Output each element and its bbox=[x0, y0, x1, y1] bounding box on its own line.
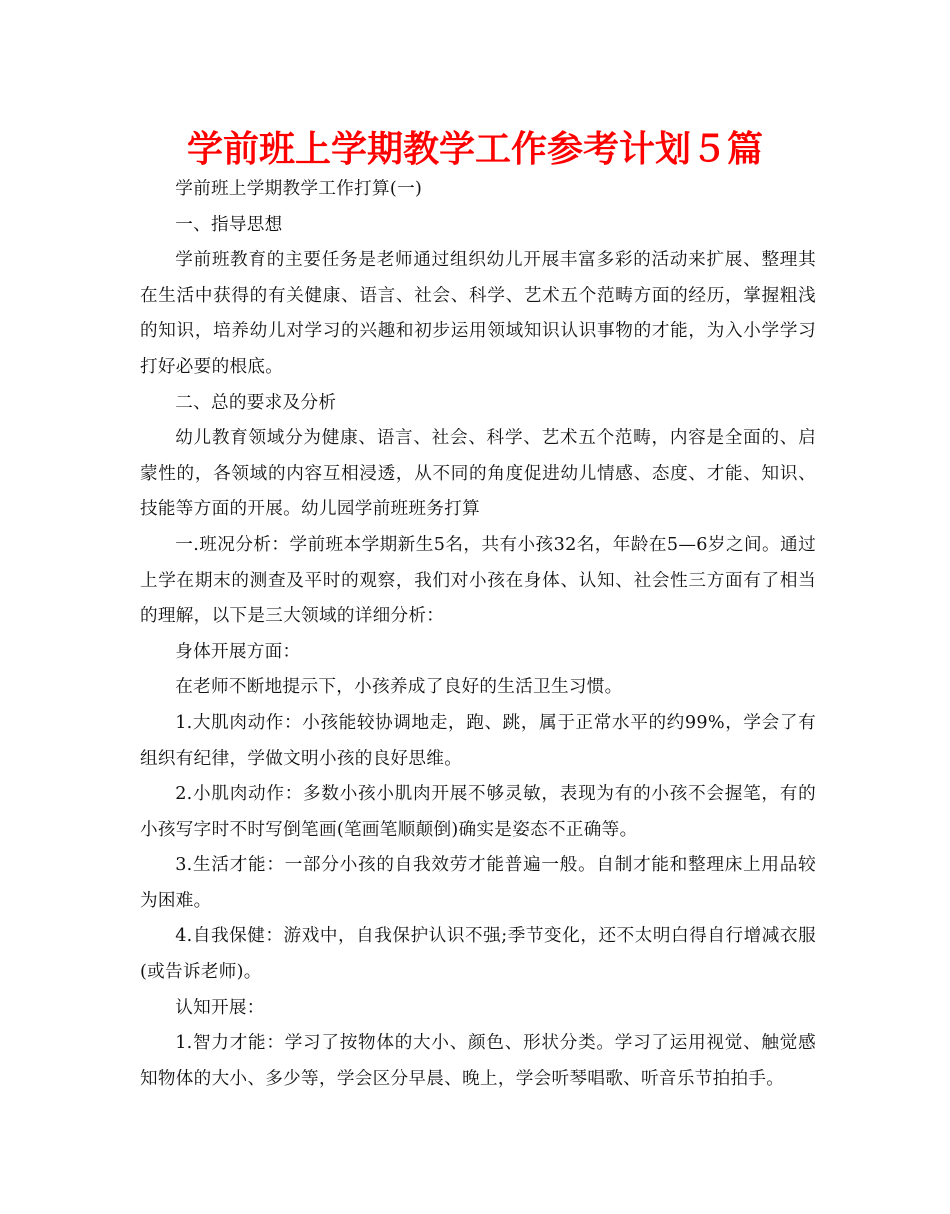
list-item: 4.自我保健：游戏中，自我保护认识不强;季节变化，还不太明白得自行增减衣服(或告诉老师)。 bbox=[140, 926, 816, 983]
list-item: 1.大肌肉动作：小孩能较协调地走，跑、跳，属于正常水平的约99%，学会了有组织有纪律，学做文明小孩的良好思维。 bbox=[140, 712, 816, 769]
document-body bbox=[140, 172, 816, 1097]
list-item: 3.生活才能：一部分小孩的自我效劳才能普遍一般。自制才能和整理床上用品较为困难。 bbox=[140, 855, 816, 911]
heading-guiding-ideas: 一、指导思想 bbox=[175, 214, 283, 235]
paragraph: 幼儿教育领域分为健康、语言、社会、科学、艺术五个范畴，内容是全面的、启蒙性的，各领域的内容互相浸透，从不同的角度促进幼儿情感、态度、才能、知识、技能等方面的开展。幼儿园学前班班务打算 bbox=[140, 428, 816, 520]
heading-requirements: 二、总的要求及分析 bbox=[175, 392, 337, 413]
page-title: 学前班上学期教学工作参考计划５篇 bbox=[186, 129, 763, 170]
paragraph: 学前班教育的主要任务是老师通过组织幼儿开展丰富多彩的活动来扩展、整理其在生活中获得的有关健康、语言、社会、科学、艺术五个范畴方面的经历，掌握粗浅的知识，培养幼儿对学习的兴趣和初步运用领域知识认识事物的才能，为入小学学习打好必要的根底。 bbox=[140, 250, 816, 377]
paragraph-subtitle: 学前班上学期教学工作打算(一) bbox=[175, 179, 423, 199]
paragraph: 在老师不断地提示下，小孩养成了良好的生活卫生习惯。 bbox=[175, 677, 623, 698]
list-item: 1.智力才能：学习了按物体的大小、颜色、形状分类。学习了运用视觉、触觉感知物体的大小、多少等，学会区分早晨、晚上，学会听琴唱歌、听音乐节拍拍手。 bbox=[140, 1033, 816, 1089]
heading-physical-development: 身体开展方面： bbox=[175, 641, 301, 662]
list-item: 2.小肌肉动作：多数小孩小肌肉开展不够灵敏，表现为有的小孩不会握笔，有的小孩写字时不时写倒笔画(笔画笔顺颠倒)确实是姿态不正确等。 bbox=[140, 784, 816, 840]
heading-cognitive-development: 认知开展： bbox=[175, 997, 265, 1018]
paragraph: 一.班况分析：学前班本学期新生5名，共有小孩32名，年龄在5—6岁之间。通过上学在期末的测查及平时的观察，我们对小孩在身体、认知、社会性三方面有了相当的理解，以下是三大领域的详细分析： bbox=[140, 534, 816, 627]
